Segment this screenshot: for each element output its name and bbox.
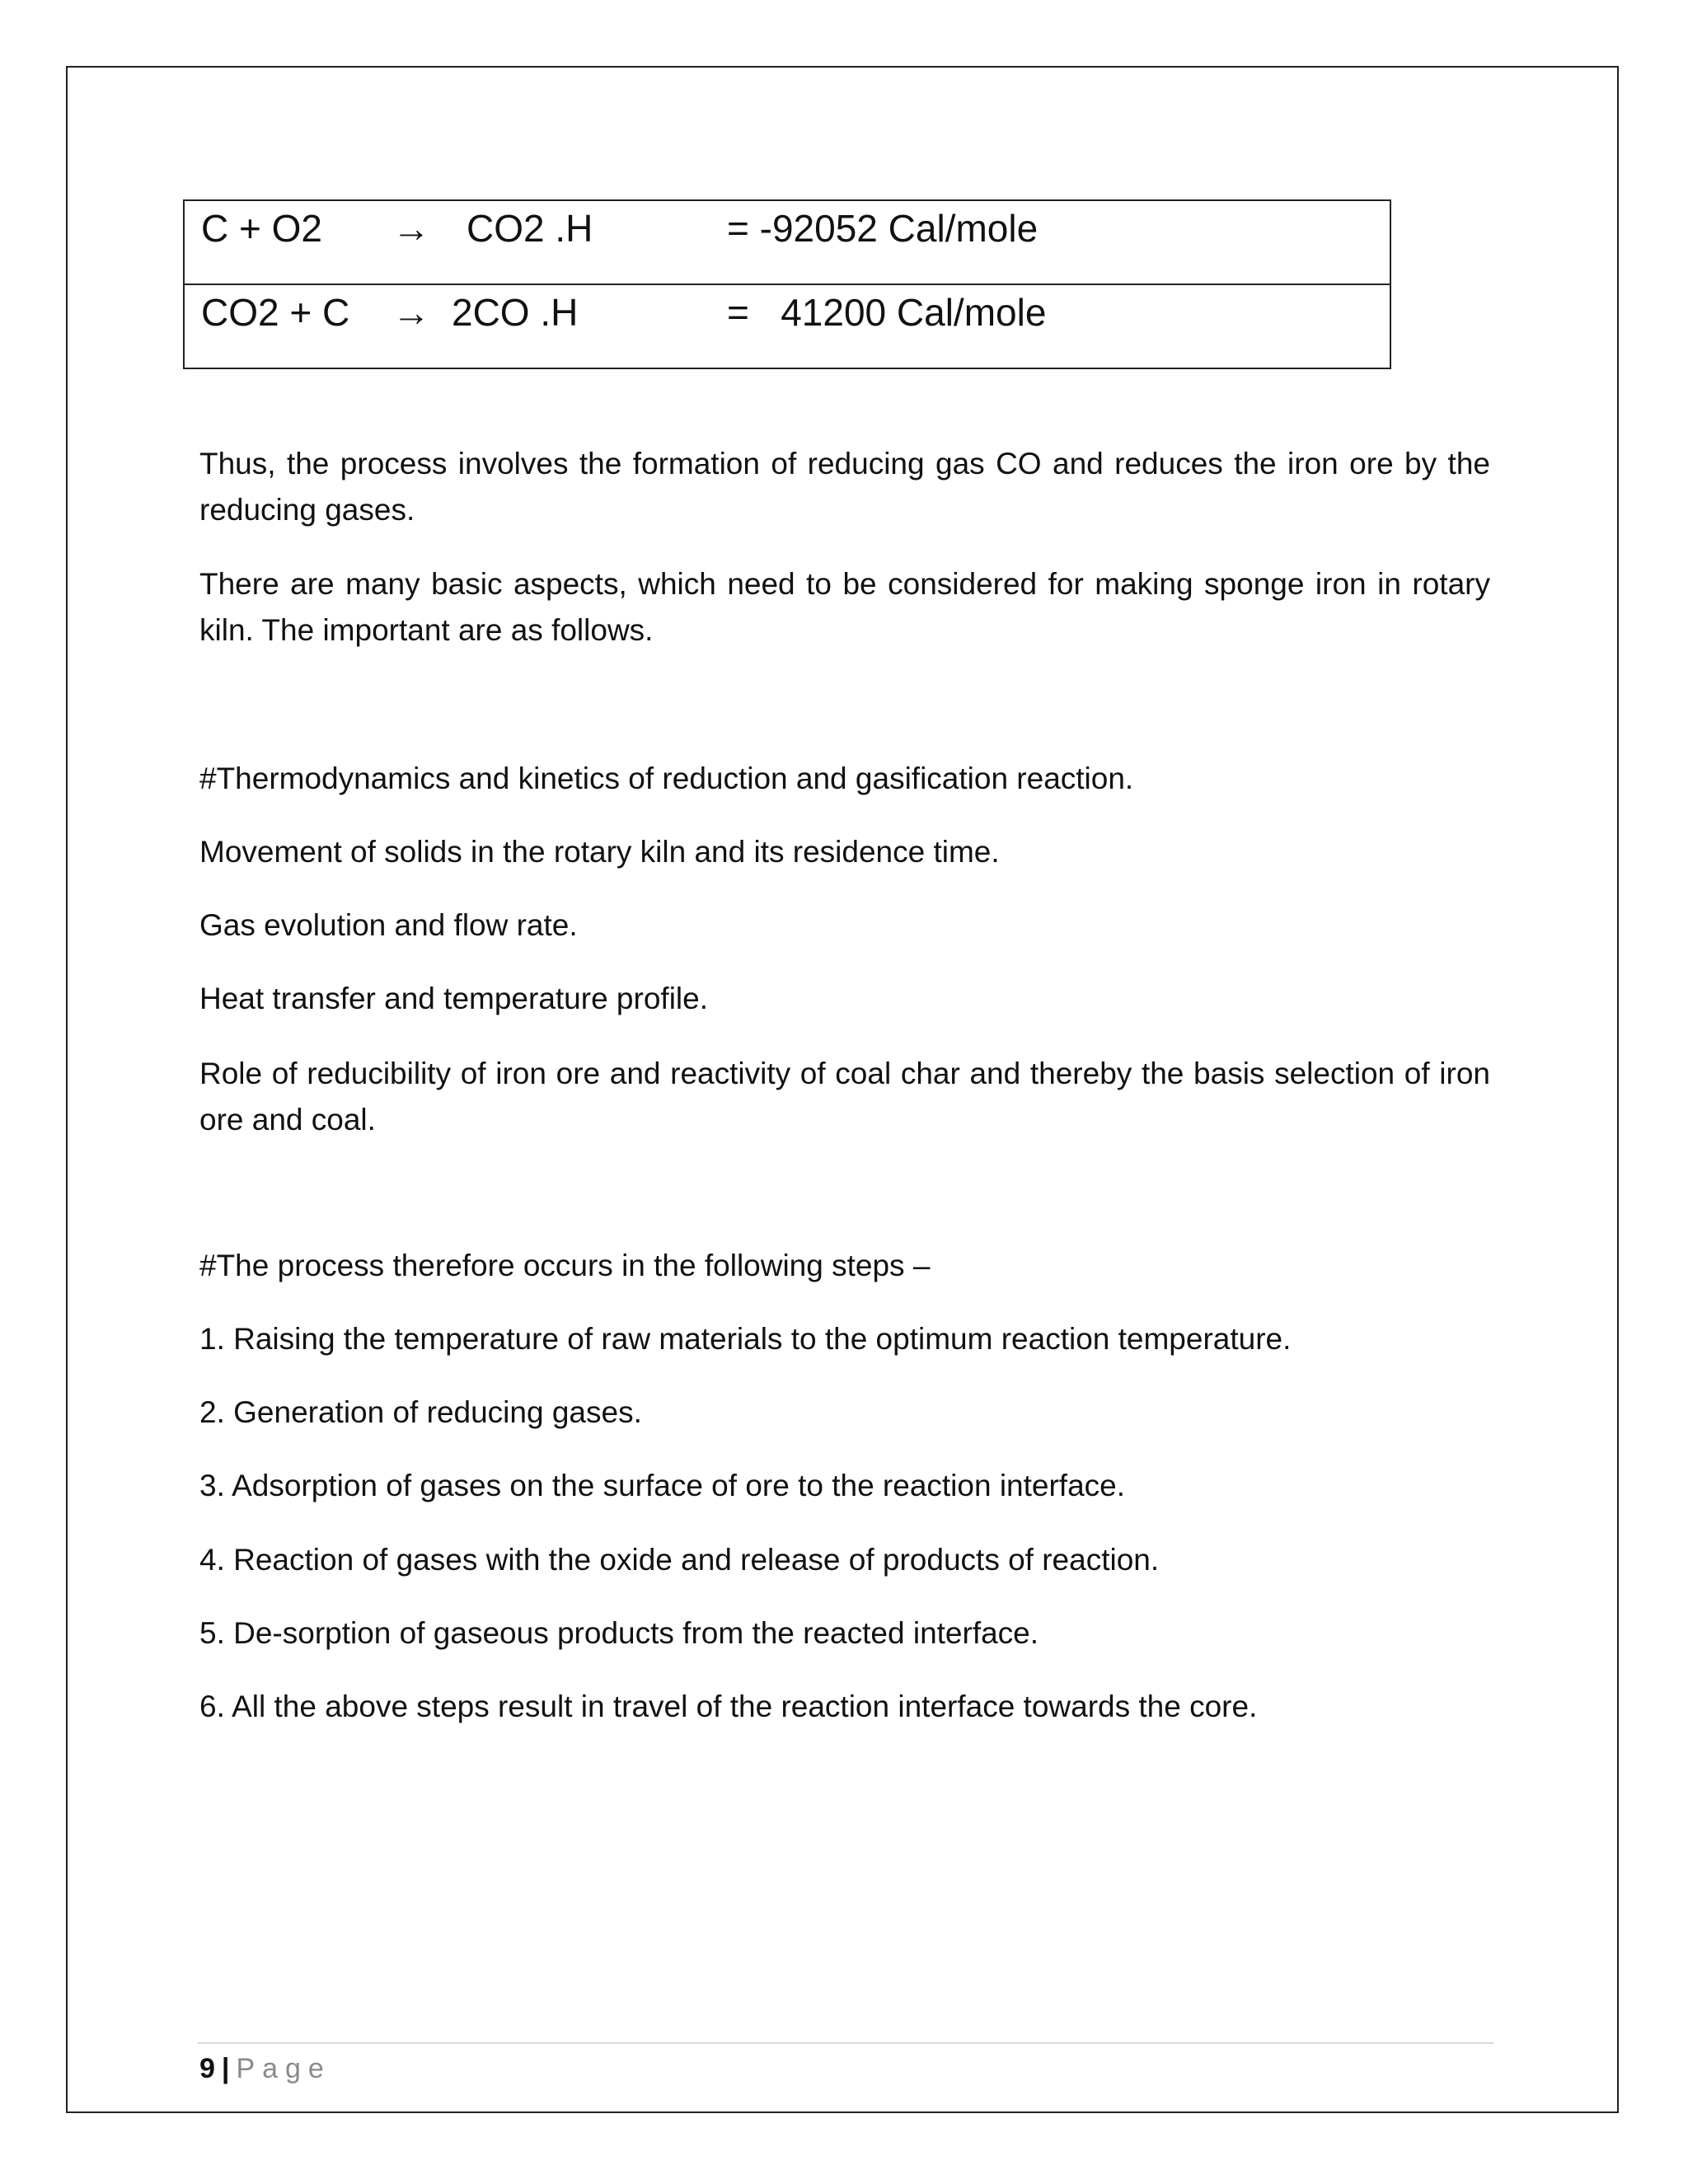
page-number: 9 xyxy=(199,2053,215,2084)
aspect-item: Movement of solids in the rotary kiln and its residence time. xyxy=(199,835,1000,869)
equation-cell xyxy=(184,200,1390,284)
aspect-item: Gas evolution and flow rate. xyxy=(199,908,578,942)
steps-heading: #The process therefore occurs in the following steps – xyxy=(199,1249,931,1282)
equation-reactants: C + O2 xyxy=(201,207,323,250)
equation-row xyxy=(184,200,1390,284)
step-item: 1. Raising the temperature of raw materials to the optimum reaction temperature. xyxy=(199,1322,1292,1356)
step-item: 3. Adsorption of gases on the surface of ore to the reaction interface. xyxy=(199,1469,1126,1502)
equation-arrow: → xyxy=(392,291,430,334)
page-label: Page xyxy=(236,2053,331,2084)
equation-enthalpy: = -92052 Cal/mole xyxy=(727,207,1039,250)
equation-arrow: → xyxy=(392,207,430,250)
equation-cell xyxy=(184,284,1390,368)
aspect-item: Role of reducibility of iron ore and reactivity of coal char and thereby the basis selection of iron ore and coal. xyxy=(199,1057,1490,1137)
paragraph-basic-aspects: There are many basic aspects, which need to be considered for making sponge iron in rotary kiln. The important are as follows. xyxy=(199,567,1490,647)
step-item: 5. De-sorption of gaseous products from the reacted interface. xyxy=(199,1616,1039,1650)
equation-reactants: CO2 + C xyxy=(201,291,350,334)
aspect-item: #Thermodynamics and kinetics of reduction and gasification reaction. xyxy=(199,762,1134,795)
equation-products: 2CO .H xyxy=(452,291,579,334)
step-item: 4. Reaction of gases with the oxide and release of products of reaction. xyxy=(199,1543,1160,1577)
step-item: 2. Generation of reducing gases. xyxy=(199,1395,642,1429)
footer-divider xyxy=(198,2042,1493,2044)
page-footer xyxy=(199,2047,331,2090)
equation-products: CO2 .H xyxy=(467,207,593,250)
footer-separator: | xyxy=(221,2053,230,2084)
equation-enthalpy: = 41200 Cal/mole xyxy=(727,291,1047,334)
paragraph-reducing-gas: Thus, the process involves the formation of reducing gas CO and reduces the iron ore by the reducing gases. xyxy=(199,447,1490,527)
equation-table xyxy=(183,199,1391,369)
equation-row xyxy=(184,284,1390,368)
aspect-item: Heat transfer and temperature profile. xyxy=(199,982,708,1015)
step-item: 6. All the above steps result in travel of the reaction interface towards the core. xyxy=(199,1690,1258,1723)
